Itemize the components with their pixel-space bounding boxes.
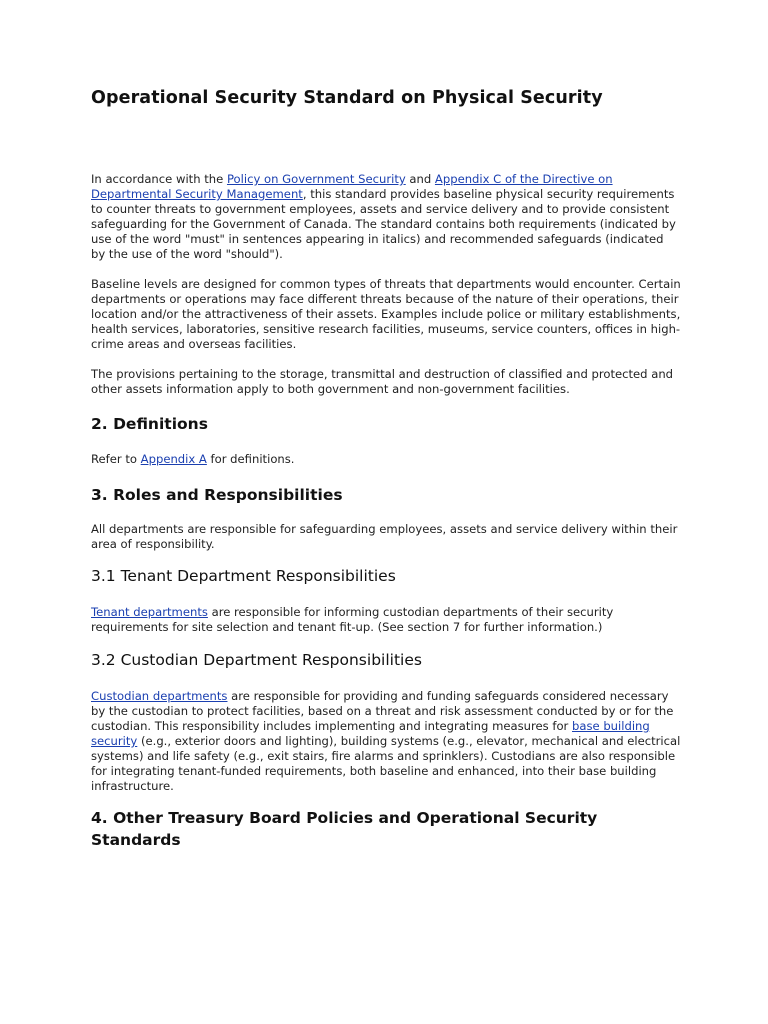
definitions-text-2: for definitions.: [206, 452, 295, 466]
roles-paragraph: All departments are responsible for safeguarding employees, assets and service delivery within their area of responsibility.: [91, 522, 678, 551]
tenant-paragraph: [91, 605, 681, 635]
provisions-paragraph: The provisions pertaining to the storage, transmittal and destruction of classified and protected and other assets information apply to both government and non-government facilities.: [91, 367, 674, 396]
tenant-text: are responsible for informing custodian departments of their security requirements for site selection and tenant fit-up. (See section 7 for further information.): [91, 605, 614, 634]
policy-link[interactable]: Policy on Government Security: [226, 172, 406, 186]
page-title: Operational Security Standard on Physical Security: [91, 88, 603, 108]
appendix-c-link[interactable]: Appendix C of the Directive on Departmental Security Management: [91, 172, 613, 201]
custodian-heading: 3.2 Custodian Department Responsibilities: [91, 651, 422, 669]
other-policies-heading: 4. Other Treasury Board Policies and Operational Security Standards: [91, 809, 598, 849]
base-building-security-link[interactable]: base building security: [91, 719, 650, 748]
custodian-text-1: are responsible for providing and funding safeguards considered necessary by the custodian to protect facilities, based on a threat and risk assessment conducted by or for the custodian. This responsibility includes implementing and integrating measures for: [91, 689, 674, 733]
intro-paragraph: [91, 172, 681, 262]
tenant-heading: 3.1 Tenant Department Responsibilities: [91, 567, 396, 585]
intro-text-2: and: [405, 172, 435, 186]
definitions-text-1: Refer to: [91, 452, 141, 466]
custodian-paragraph: [91, 689, 681, 794]
appendix-a-link[interactable]: Appendix A: [140, 452, 207, 466]
intro-text-3: , this standard provides baseline physical security requirements to counter threats to government employees, assets and service delivery and to provide consistent safeguarding for the Government of Canada. The standard contains both requirements (indicated by use of the word "must" in sentences appearing in italics) and recommended safeguards (indicated by the use of the word "should").: [91, 187, 676, 261]
tenant-departments-link[interactable]: Tenant departments: [91, 605, 208, 619]
custodian-departments-link[interactable]: Custodian departments: [91, 689, 228, 703]
definitions-paragraph: [91, 452, 681, 467]
roles-heading: 3. Roles and Responsibilities: [91, 486, 343, 504]
definitions-heading: 2. Definitions: [91, 415, 208, 433]
baseline-paragraph: Baseline levels are designed for common types of threats that departments would encounter. Certain departments or operations may face different threats because of the nature of their operations, their location and/or the attractiveness of their assets. Examples include police or military establishments, health services, laboratories, sensitive research facilities, museums, service counters, offices in high-crime areas and overseas facilities.: [91, 277, 681, 351]
custodian-text-2: (e.g., exterior doors and lighting), building systems (e.g., elevator, mechanical and electrical systems) and life safety (e.g., exit stairs, fire alarms and sprinklers). Custodians are also responsible for integrating tenant-funded requirements, both baseline and enhanced, into their base building infrastructure.: [91, 734, 681, 793]
intro-text-1: In accordance with the: [91, 172, 227, 186]
